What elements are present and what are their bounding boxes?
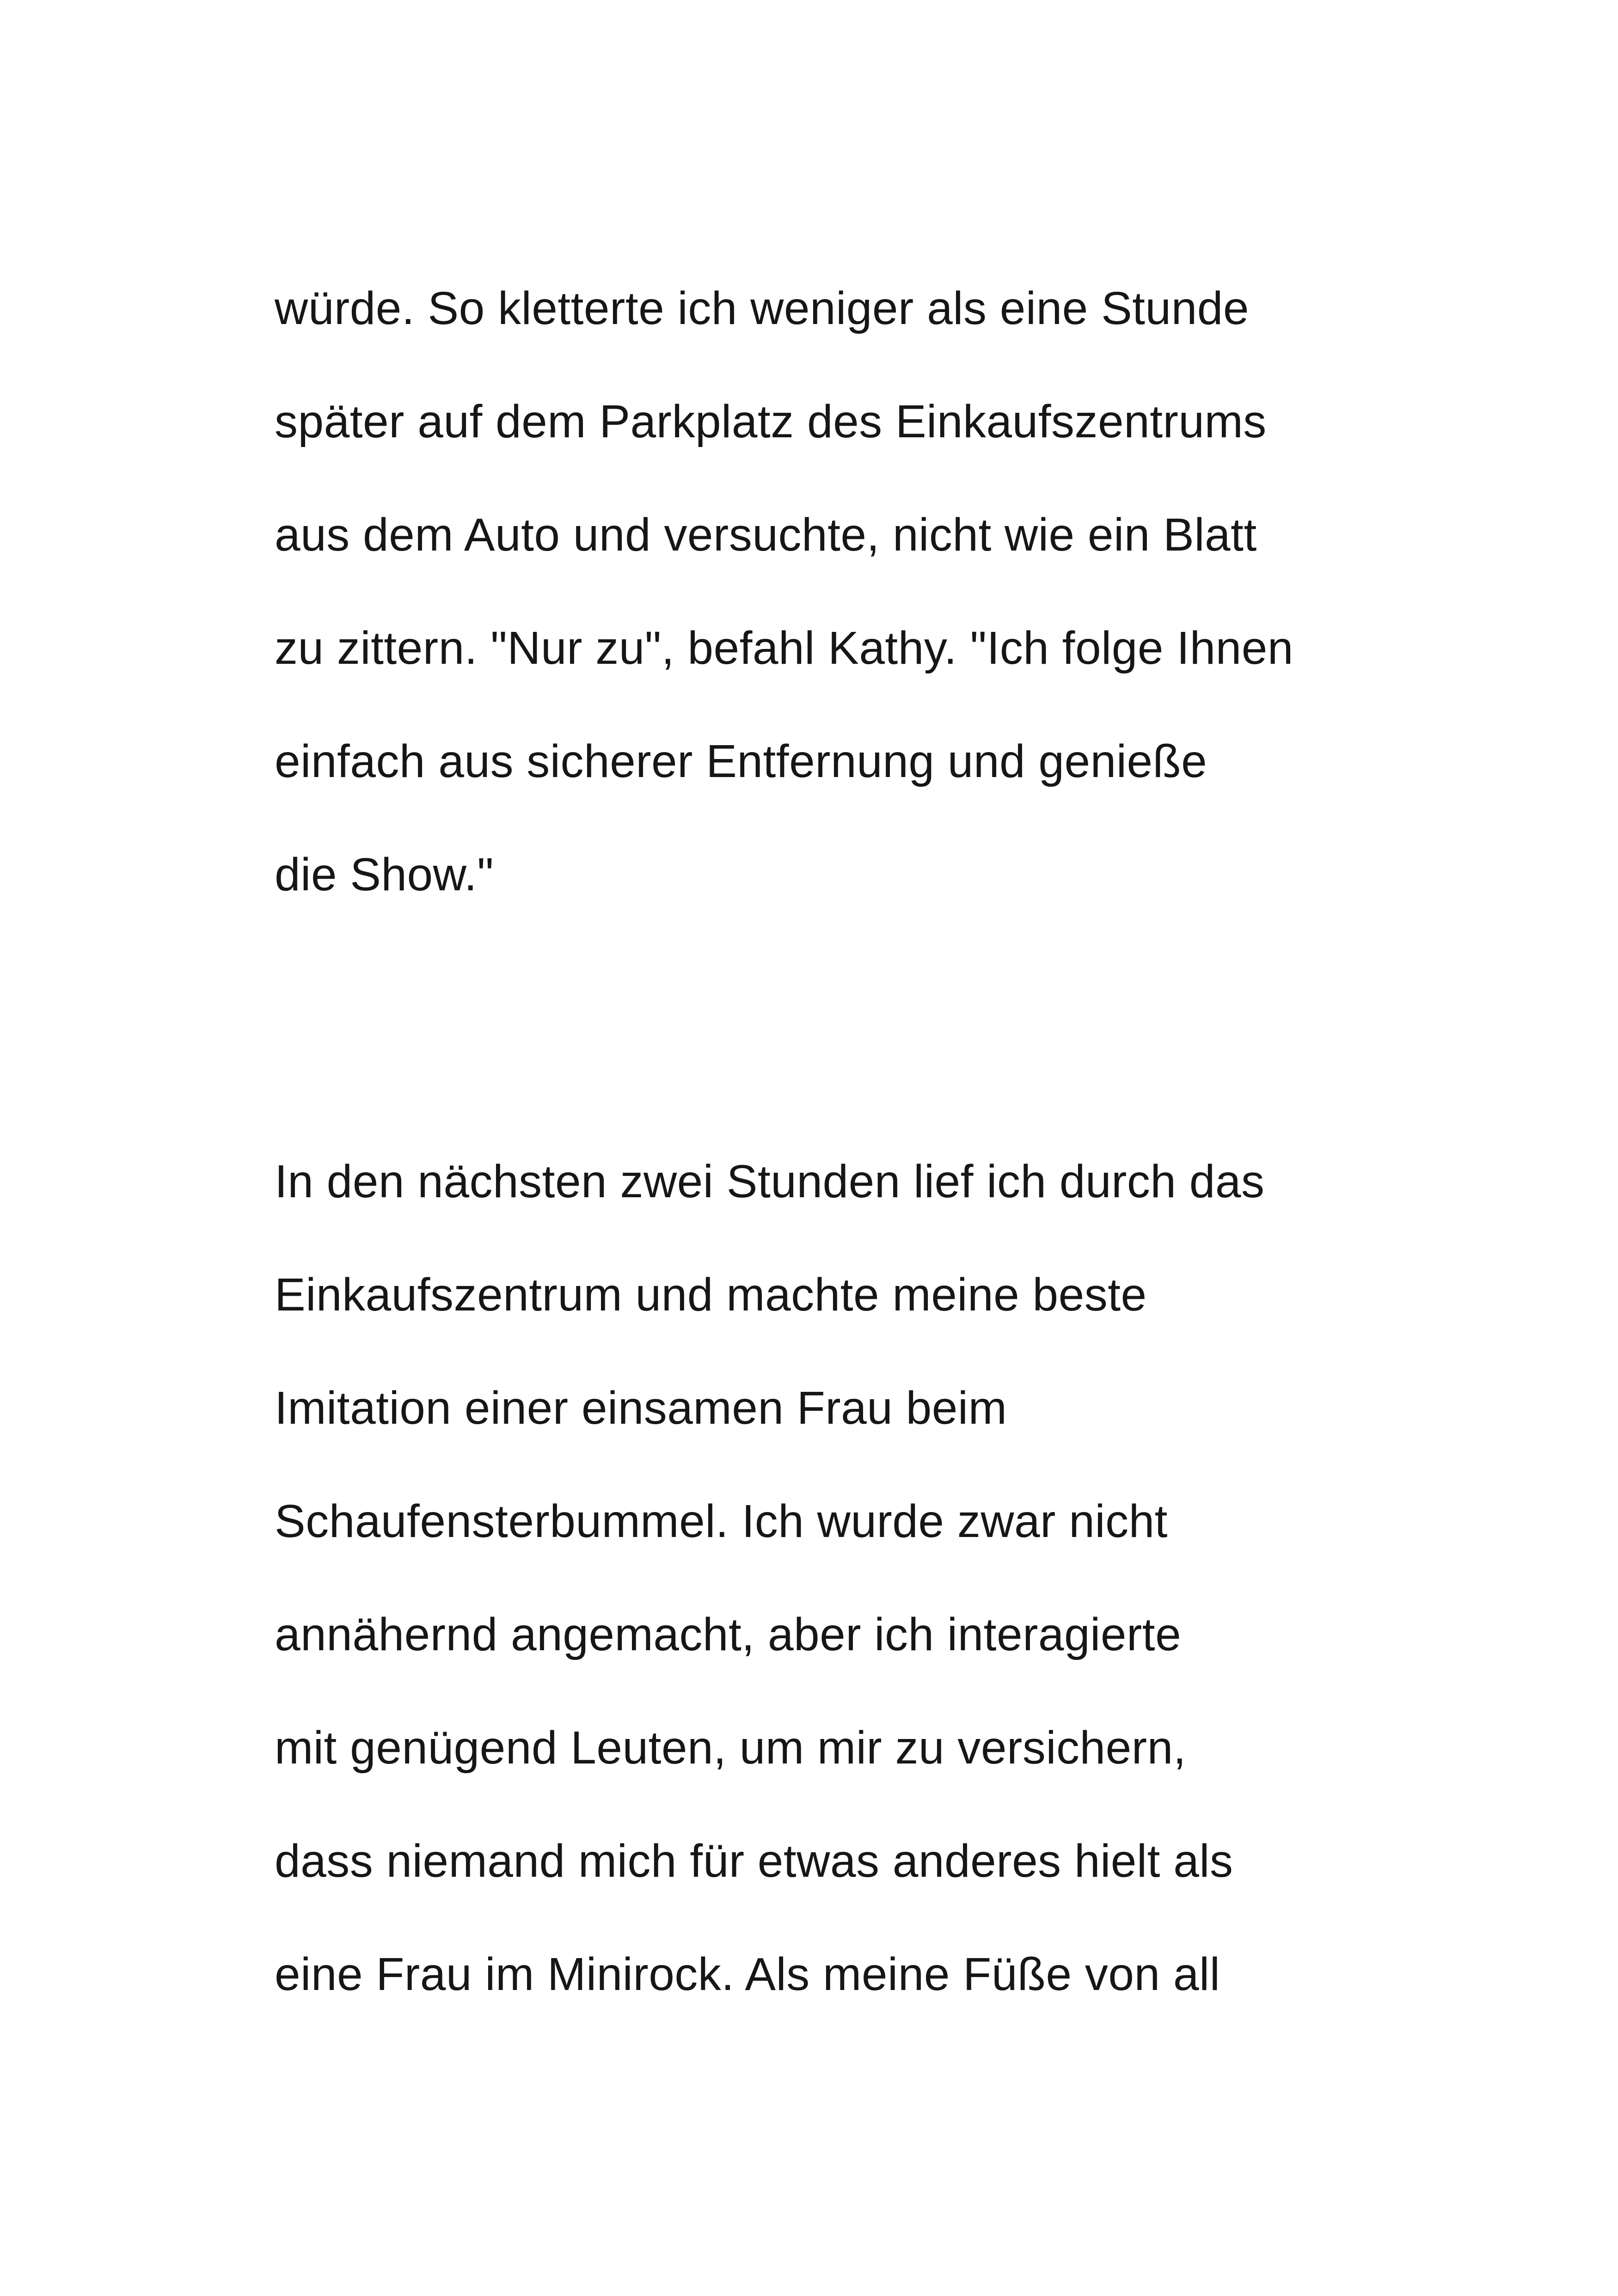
text-line: Einkaufszentrum und machte meine beste bbox=[275, 1269, 1147, 1321]
text-line: zu zittern. "Nur zu", befahl Kathy. "Ich folge Ihnen bbox=[275, 622, 1294, 674]
text-line: später auf dem Parkplatz des Einkaufszentrums bbox=[275, 396, 1267, 447]
paragraph-1 bbox=[275, 252, 1293, 931]
text-line: einfach aus sicherer Entfernung und genieße bbox=[275, 735, 1207, 787]
text-line: dass niemand mich für etwas anderes hielt als bbox=[275, 1835, 1233, 1887]
paragraph-2 bbox=[275, 1125, 1265, 2031]
text-line: aus dem Auto und versuchte, nicht wie ein Blatt bbox=[275, 509, 1257, 561]
text-line: In den nächsten zwei Stunden lief ich durch das bbox=[275, 1156, 1265, 1207]
text-line: mit genügend Leuten, um mir zu versichern, bbox=[275, 1722, 1186, 1774]
text-line: die Show." bbox=[275, 849, 494, 900]
text-line: Schaufensterbummel. Ich wurde zwar nicht bbox=[275, 1495, 1168, 1547]
text-line: annähernd angemacht, aber ich interagierte bbox=[275, 1609, 1182, 1660]
text-line: würde. So kletterte ich weniger als eine Stunde bbox=[275, 282, 1250, 334]
text-line: Imitation einer einsamen Frau beim bbox=[275, 1382, 1007, 1434]
text-line: eine Frau im Minirock. Als meine Füße von all bbox=[275, 1948, 1220, 2000]
